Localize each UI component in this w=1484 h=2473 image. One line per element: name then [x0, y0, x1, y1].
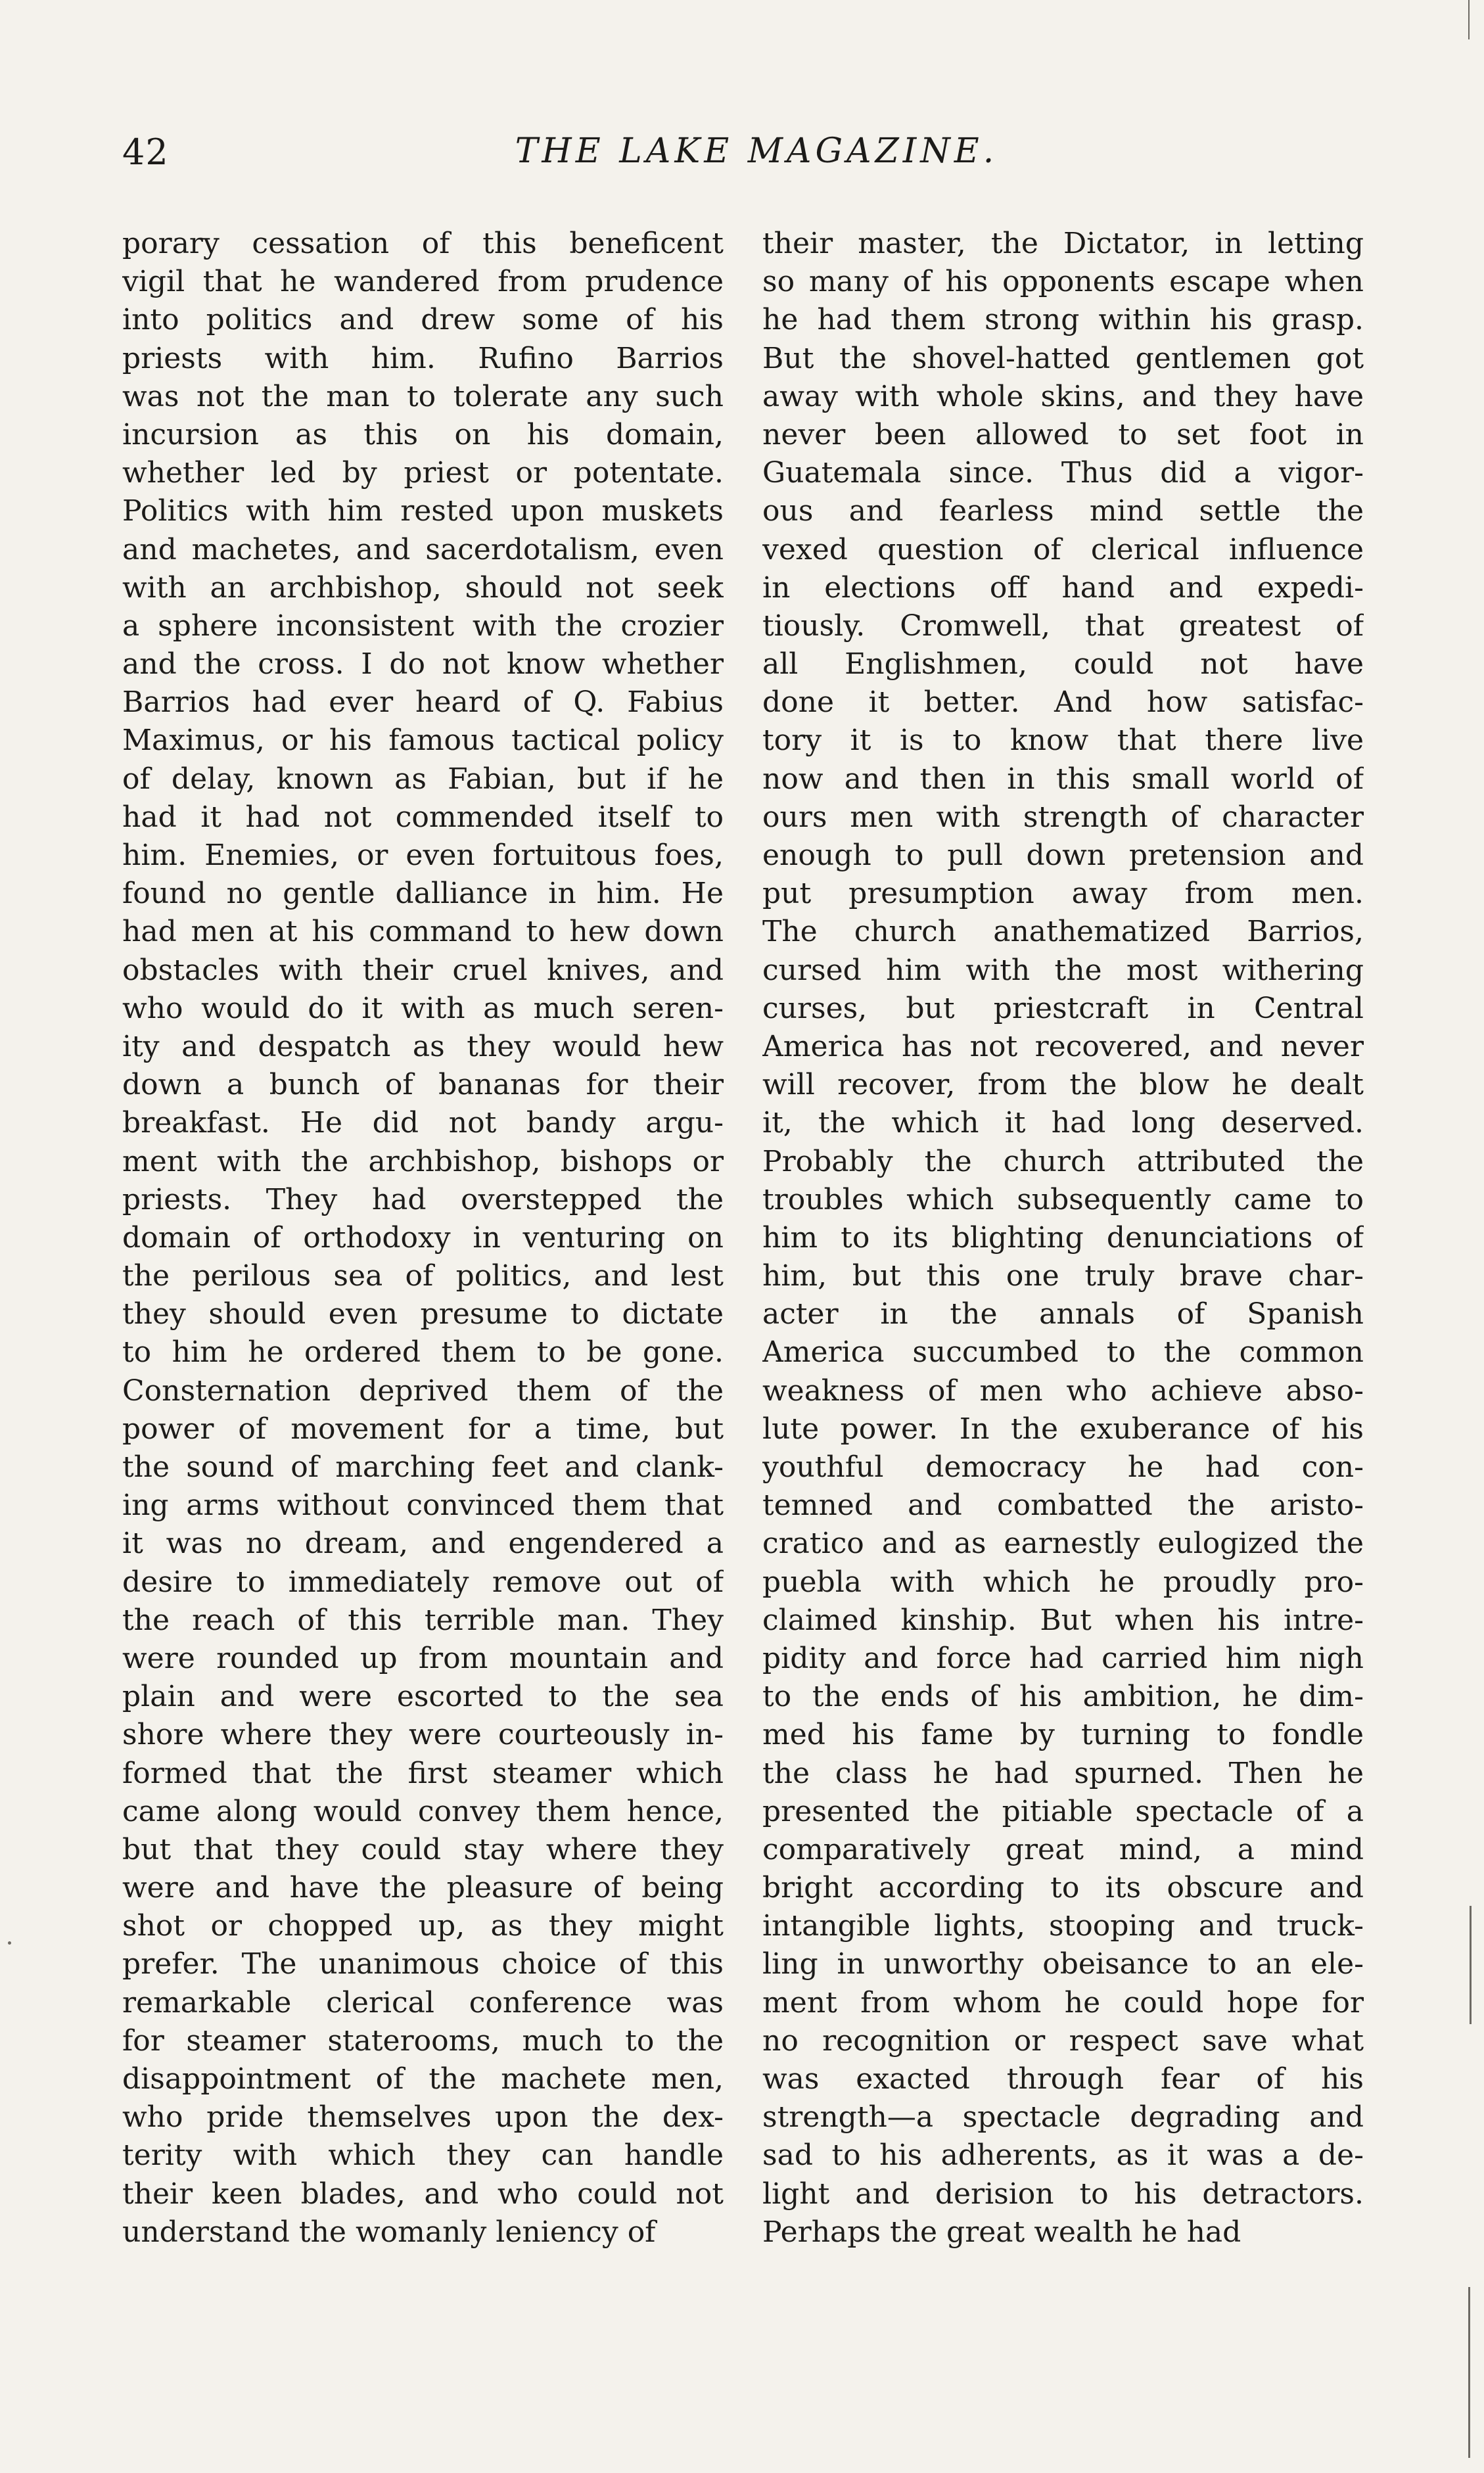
right-column-line: ling in unworthy obeisance to an ele- [762, 1947, 1364, 1981]
left-column-line: shot or chopped up, as they might [122, 1909, 724, 1943]
right-column-line: comparatively great mind, a mind [762, 1832, 1364, 1866]
left-column-line: disappointment of the machete men, [122, 2062, 724, 2096]
left-column-line: it was no dream, and engendered a [122, 1527, 724, 1561]
left-column-line: for steamer staterooms, much to the [122, 2023, 724, 2058]
left-column-line: ing arms without convinced them that [122, 1489, 724, 1523]
right-column-line: away with whole skins, and they have [762, 379, 1364, 413]
right-column-line: med his fame by turning to fondle [762, 1718, 1364, 1752]
left-column-line: were rounded up from mountain and [122, 1641, 724, 1675]
left-column-line: porary cessation of this beneficent [122, 227, 724, 260]
right-column-line: intangible lights, stooping and truck- [762, 1909, 1364, 1943]
left-column-line: priests with him. Rufino Barrios [122, 341, 724, 375]
right-column-line: to the ends of his ambition, he dim- [762, 1680, 1364, 1714]
right-column-line: in elections off hand and expedi- [762, 570, 1364, 605]
right-column-line: never been allowed to set foot in [762, 417, 1364, 451]
left-column-line: breakfast. He did not bandy argu- [122, 1106, 724, 1140]
right-column-line: ment from whom he could hope for [762, 1985, 1364, 2020]
left-column-line: were and have the pleasure of being [122, 1871, 724, 1905]
left-column-line: understand the womanly leniency of [122, 2215, 656, 2249]
right-column-line: him to its blighting denunciations of [762, 1220, 1364, 1255]
right-column-line: acter in the annals of Spanish [762, 1297, 1364, 1331]
right-column-line: so many of his opponents escape when [762, 265, 1364, 299]
left-column-line: remarkable clerical conference was [122, 1985, 724, 2020]
left-column-line: power of movement for a time, but [122, 1412, 724, 1446]
left-column-line: with an archbishop, should not seek [122, 570, 724, 605]
right-column-line: lute power. In the exuberance of his [762, 1412, 1364, 1446]
left-column-line: Consternation deprived them of the [122, 1374, 724, 1408]
left-column-line: down a bunch of bananas for their [122, 1068, 724, 1102]
left-column-line: and the cross. I do not know whether [122, 647, 724, 682]
right-column-line: ours men with strength of character [762, 800, 1364, 834]
right-column-line: their master, the Dictator, in letting [762, 227, 1364, 260]
scan-edge-mark [1470, 1906, 1472, 2024]
right-column-line: Perhaps the great wealth he had [762, 2215, 1241, 2249]
right-column-line: him, but this one truly brave char- [762, 1259, 1364, 1293]
left-column-line: prefer. The unanimous choice of this [122, 1947, 724, 1981]
left-column-line: who pride themselves upon the dex- [122, 2100, 724, 2135]
left-column-line: into politics and drew some of his [122, 303, 724, 337]
right-column-line: was exacted through fear of his [762, 2062, 1364, 2096]
left-column-line: of delay, known as Fabian, but if he [122, 762, 724, 796]
left-column-line: incursion as this on his domain, [122, 417, 724, 451]
left-column-line: but that they could stay where they [122, 1832, 724, 1866]
right-column-line: claimed kinship. But when his intre- [762, 1603, 1364, 1637]
left-column-line: they should even presume to dictate [122, 1297, 724, 1331]
right-column-line: America has not recovered, and never [762, 1029, 1364, 1063]
right-column [762, 225, 1364, 2252]
running-title: THE LAKE MAGAZINE. [515, 131, 998, 171]
left-column-line: the sound of marching feet and clank- [122, 1450, 724, 1484]
right-column-line: America succumbed to the common [762, 1335, 1364, 1370]
left-column-line: and machetes, and sacerdotalism, even [122, 532, 724, 566]
right-column-line: But the shovel-hatted gentlemen got [762, 341, 1364, 375]
right-column-line: he had them strong within his grasp. [762, 303, 1364, 337]
left-column-line: terity with which they can handle [122, 2138, 724, 2173]
right-column-line: bright according to its obscure and [762, 1871, 1364, 1905]
left-column-line: shore where they were courteously in- [122, 1718, 724, 1752]
left-column-line: vigil that he wandered from prudence [122, 265, 724, 299]
right-column-line: it, the which it had long deserved. [762, 1106, 1364, 1140]
left-column-line: a sphere inconsistent with the crozier [122, 609, 724, 643]
right-column-line: the class he had spurned. Then he [762, 1756, 1364, 1790]
left-column-line: priests. They had overstepped the [122, 1182, 724, 1216]
right-column-line: done it better. And how satisfac- [762, 685, 1364, 720]
right-column-line: curses, but priestcraft in Central [762, 991, 1364, 1025]
left-column-line: desire to immediately remove out of [122, 1565, 724, 1599]
right-column-line: youthful democracy he had con- [762, 1450, 1364, 1484]
right-column-line: now and then in this small world of [762, 762, 1364, 796]
scan-edge-mark [1468, 0, 1470, 39]
left-column-line: Barrios had ever heard of Q. Fabius [122, 685, 724, 720]
left-column-line: Maximus, or his famous tactical policy [122, 724, 724, 758]
page-number: 42 [122, 131, 169, 173]
right-column-line: all Englishmen, could not have [762, 647, 1364, 682]
left-column-line: Politics with him rested upon muskets [122, 494, 724, 528]
right-column-line: no recognition or respect save what [762, 2023, 1364, 2058]
right-column-line: presented the pitiable spectacle of a [762, 1794, 1364, 1828]
left-column [122, 225, 724, 2252]
scan-speck [8, 1941, 11, 1945]
left-column-line: domain of orthodoxy in venturing on [122, 1220, 724, 1255]
right-column-line: The church anathematized Barrios, [762, 915, 1364, 949]
right-column-line: light and derision to his detractors. [762, 2177, 1364, 2211]
left-column-line: plain and were escorted to the sea [122, 1680, 724, 1714]
left-column-line: came along would convey them hence, [122, 1794, 724, 1828]
right-column-line: cursed him with the most withering [762, 953, 1364, 987]
left-column-line: the perilous sea of politics, and lest [122, 1259, 724, 1293]
right-column-line: pidity and force had carried him nigh [762, 1641, 1364, 1675]
right-column-line: tiously. Cromwell, that greatest of [762, 609, 1364, 643]
right-column-line: temned and combatted the aristo- [762, 1489, 1364, 1523]
right-column-line: puebla with which he proudly pro- [762, 1565, 1364, 1599]
right-column-line: will recover, from the blow he dealt [762, 1068, 1364, 1102]
left-column-line: to him he ordered them to be gone. [122, 1335, 724, 1370]
left-column-line: formed that the first steamer which [122, 1756, 724, 1790]
right-column-line: tory it is to know that there live [762, 724, 1364, 758]
scan-edge-mark [1468, 2287, 1470, 2458]
left-column-line: whether led by priest or potentate. [122, 456, 724, 490]
right-column-line: cratico and as earnestly eulogized the [762, 1527, 1364, 1561]
left-column-line: was not the man to tolerate any such [122, 379, 724, 413]
right-column-line: put presumption away from men. [762, 877, 1364, 911]
left-column-line: found no gentle dalliance in him. He [122, 877, 724, 911]
right-column-line: Guatemala since. Thus did a vigor- [762, 456, 1364, 490]
left-column-line: had it had not commended itself to [122, 800, 724, 834]
left-column-line: obstacles with their cruel knives, and [122, 953, 724, 987]
right-column-line: Probably the church attributed the [762, 1144, 1364, 1178]
left-column-line: ment with the archbishop, bishops or [122, 1144, 724, 1178]
left-column-line: him. Enemies, or even fortuitous foes, [122, 839, 724, 872]
right-column-line: vexed question of clerical influence [762, 532, 1364, 566]
right-column-line: troubles which subsequently came to [762, 1182, 1364, 1216]
right-column-line: enough to pull down pretension and [762, 839, 1364, 872]
left-column-line: ity and despatch as they would hew [122, 1029, 724, 1063]
right-column-line: weakness of men who achieve abso- [762, 1374, 1364, 1408]
right-column-line: sad to his adherents, as it was a de- [762, 2138, 1364, 2173]
right-column-line: strength—a spectacle degrading and [762, 2100, 1364, 2135]
left-column-line: the reach of this terrible man. They [122, 1603, 724, 1637]
page-header [122, 131, 1391, 177]
left-column-line: had men at his command to hew down [122, 915, 724, 949]
left-column-line: who would do it with as much seren- [122, 991, 724, 1025]
right-column-line: ous and fearless mind settle the [762, 494, 1364, 528]
left-column-line: their keen blades, and who could not [122, 2177, 724, 2211]
